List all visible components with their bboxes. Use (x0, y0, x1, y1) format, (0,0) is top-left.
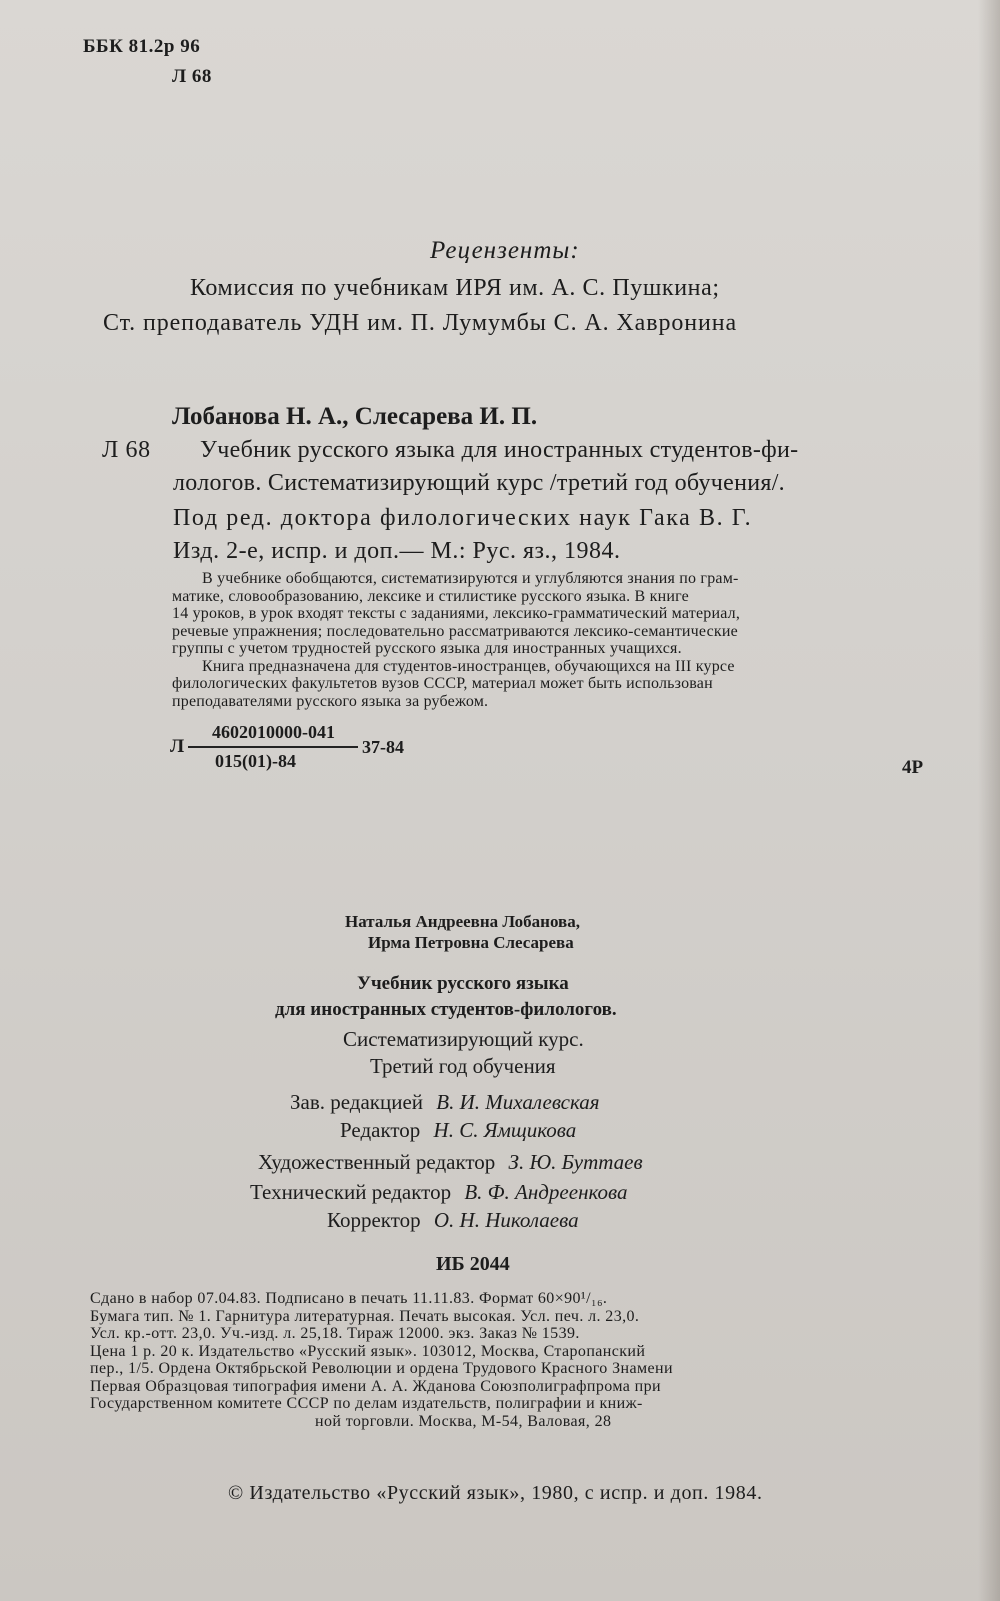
colophon-author-1: Наталья Андреевна Лобанова, (345, 912, 580, 931)
credit-role: Художественный редактор (258, 1150, 496, 1174)
imprint-line: Государственном комитете СССР по делам издательств, полиграфии и книж- (90, 1395, 643, 1412)
code-fraction-line (188, 746, 358, 748)
reviewers-heading: Рецензенты: (430, 237, 580, 264)
abstract-line: 14 уроков, в урок входят тексты с заданиями, лексико-грамматический материал, (172, 605, 741, 622)
credit-role: Корректор (327, 1208, 421, 1232)
credit-name: З. Ю. Буттаев (508, 1150, 643, 1174)
credit-role: Технический редактор (250, 1180, 452, 1204)
bbk-code: ББК 81.2р 96 (83, 36, 201, 57)
code-numerator: 4602010000-041 (212, 722, 335, 742)
bbk-index: Л 68 (172, 66, 212, 87)
abstract-line: преподавателями русского языка за рубежом. (172, 692, 489, 710)
colophon-ib: ИБ 2044 (436, 1253, 510, 1275)
catalog-line-3: Под ред. доктора филологических наук Гака В. Г. (173, 505, 753, 531)
imprint-block (90, 1290, 673, 1430)
colophon-sub-2: Третий год обучения (370, 1054, 556, 1078)
catalog-line-1: Учебник русского языка для иностранных студентов-фи- (200, 437, 799, 463)
colophon-title-1: Учебник русского языка (357, 973, 569, 994)
reviewers-line-2: Ст. преподаватель УДН им. П. Лумумбы С. А. Хавронина (103, 310, 738, 336)
credit-row-tech-editor (250, 1180, 627, 1205)
colophon-sub-1: Систематизирующий курс. (343, 1027, 584, 1051)
page-edge-shadow (978, 0, 1000, 1601)
imprint-line: Цена 1 р. 20 к. Издательство «Русский язык». 103012, Москва, Старопанский (90, 1342, 646, 1360)
abstract-line: речевые упражнения; последовательно рассматриваются лексико-семантические (172, 622, 738, 640)
imprint-line: Сдано в набор 07.04.83. Подписано в печать 11.11.83. Формат 60×90¹/₁₆. (90, 1290, 608, 1307)
code-denominator: 015(01)-84 (215, 751, 296, 771)
credit-row-corrector (327, 1208, 579, 1233)
code-right: 4Р (902, 757, 924, 778)
credit-name: Н. С. Ямщикова (433, 1118, 577, 1142)
imprint-line: Первая Образцовая типография имени А. А. Жданова Союзполиграфпрома при (90, 1377, 661, 1395)
credit-row-head-editor (290, 1090, 600, 1115)
code-prefix: Л (170, 736, 185, 757)
imprint-line: пер., 1/5. Ордена Октябрьской Революции и ордена Трудового Красного Знамени (90, 1360, 673, 1377)
abstract-line: матике, словообразованию, лексике и стилистике русского языка. В книге (172, 587, 689, 605)
credit-name: В. Ф. Андреенкова (464, 1180, 628, 1204)
abstract-block (172, 570, 740, 710)
credit-role: Редактор (340, 1118, 421, 1142)
abstract-line: Книга предназначена для студентов-иностранцев, обучающихся на III курсе (202, 657, 735, 675)
colophon-author-2: Ирма Петровна Слесарева (368, 933, 574, 952)
credit-name: В. И. Михалевская (436, 1090, 600, 1114)
imprint-line: ной торговли. Москва, М-54, Валовая, 28 (315, 1412, 612, 1430)
imprint-line: Бумага тип. № 1. Гарнитура литературная. Печать высокая. Усл. печ. л. 23,0. (90, 1307, 640, 1325)
code-suffix: 37-84 (362, 737, 404, 757)
imprint-line: Усл. кр.-отт. 23,0. Уч.-изд. л. 25,18. Тираж 12000. экз. Заказ № 1539. (90, 1325, 580, 1342)
catalog-authors: Лобанова Н. А., Слесарева И. П. (172, 403, 538, 430)
colophon-title-2: для иностранных студентов-филологов. (275, 999, 617, 1020)
copyright-line: © Издательство «Русский язык», 1980, с испр. и доп. 1984. (228, 1482, 763, 1504)
credit-row-art-editor (258, 1150, 643, 1175)
catalog-line-4: Изд. 2-е, испр. и доп.— М.: Рус. яз., 1984. (173, 538, 621, 564)
show-through-decoration (300, 130, 334, 257)
credit-name: О. Н. Николаева (433, 1208, 579, 1232)
credit-row-editor (340, 1118, 576, 1143)
reviewers-line-1: Комиссия по учебникам ИРЯ им. А. С. Пушкина; (190, 275, 720, 301)
catalog-index: Л 68 (102, 437, 151, 463)
abstract-line: группы с учетом трудностей русского языка для иностранных учащихся. (172, 640, 682, 657)
abstract-line: В учебнике обобщаются, систематизируются и углубляются знания по грам- (202, 570, 739, 587)
credit-role: Зав. редакцией (290, 1090, 424, 1114)
abstract-line: филологических факультетов вузов СССР, материал может быть использован (172, 675, 713, 692)
catalog-line-2: лологов. Систематизирующий курс /третий год обучения/. (173, 470, 785, 496)
